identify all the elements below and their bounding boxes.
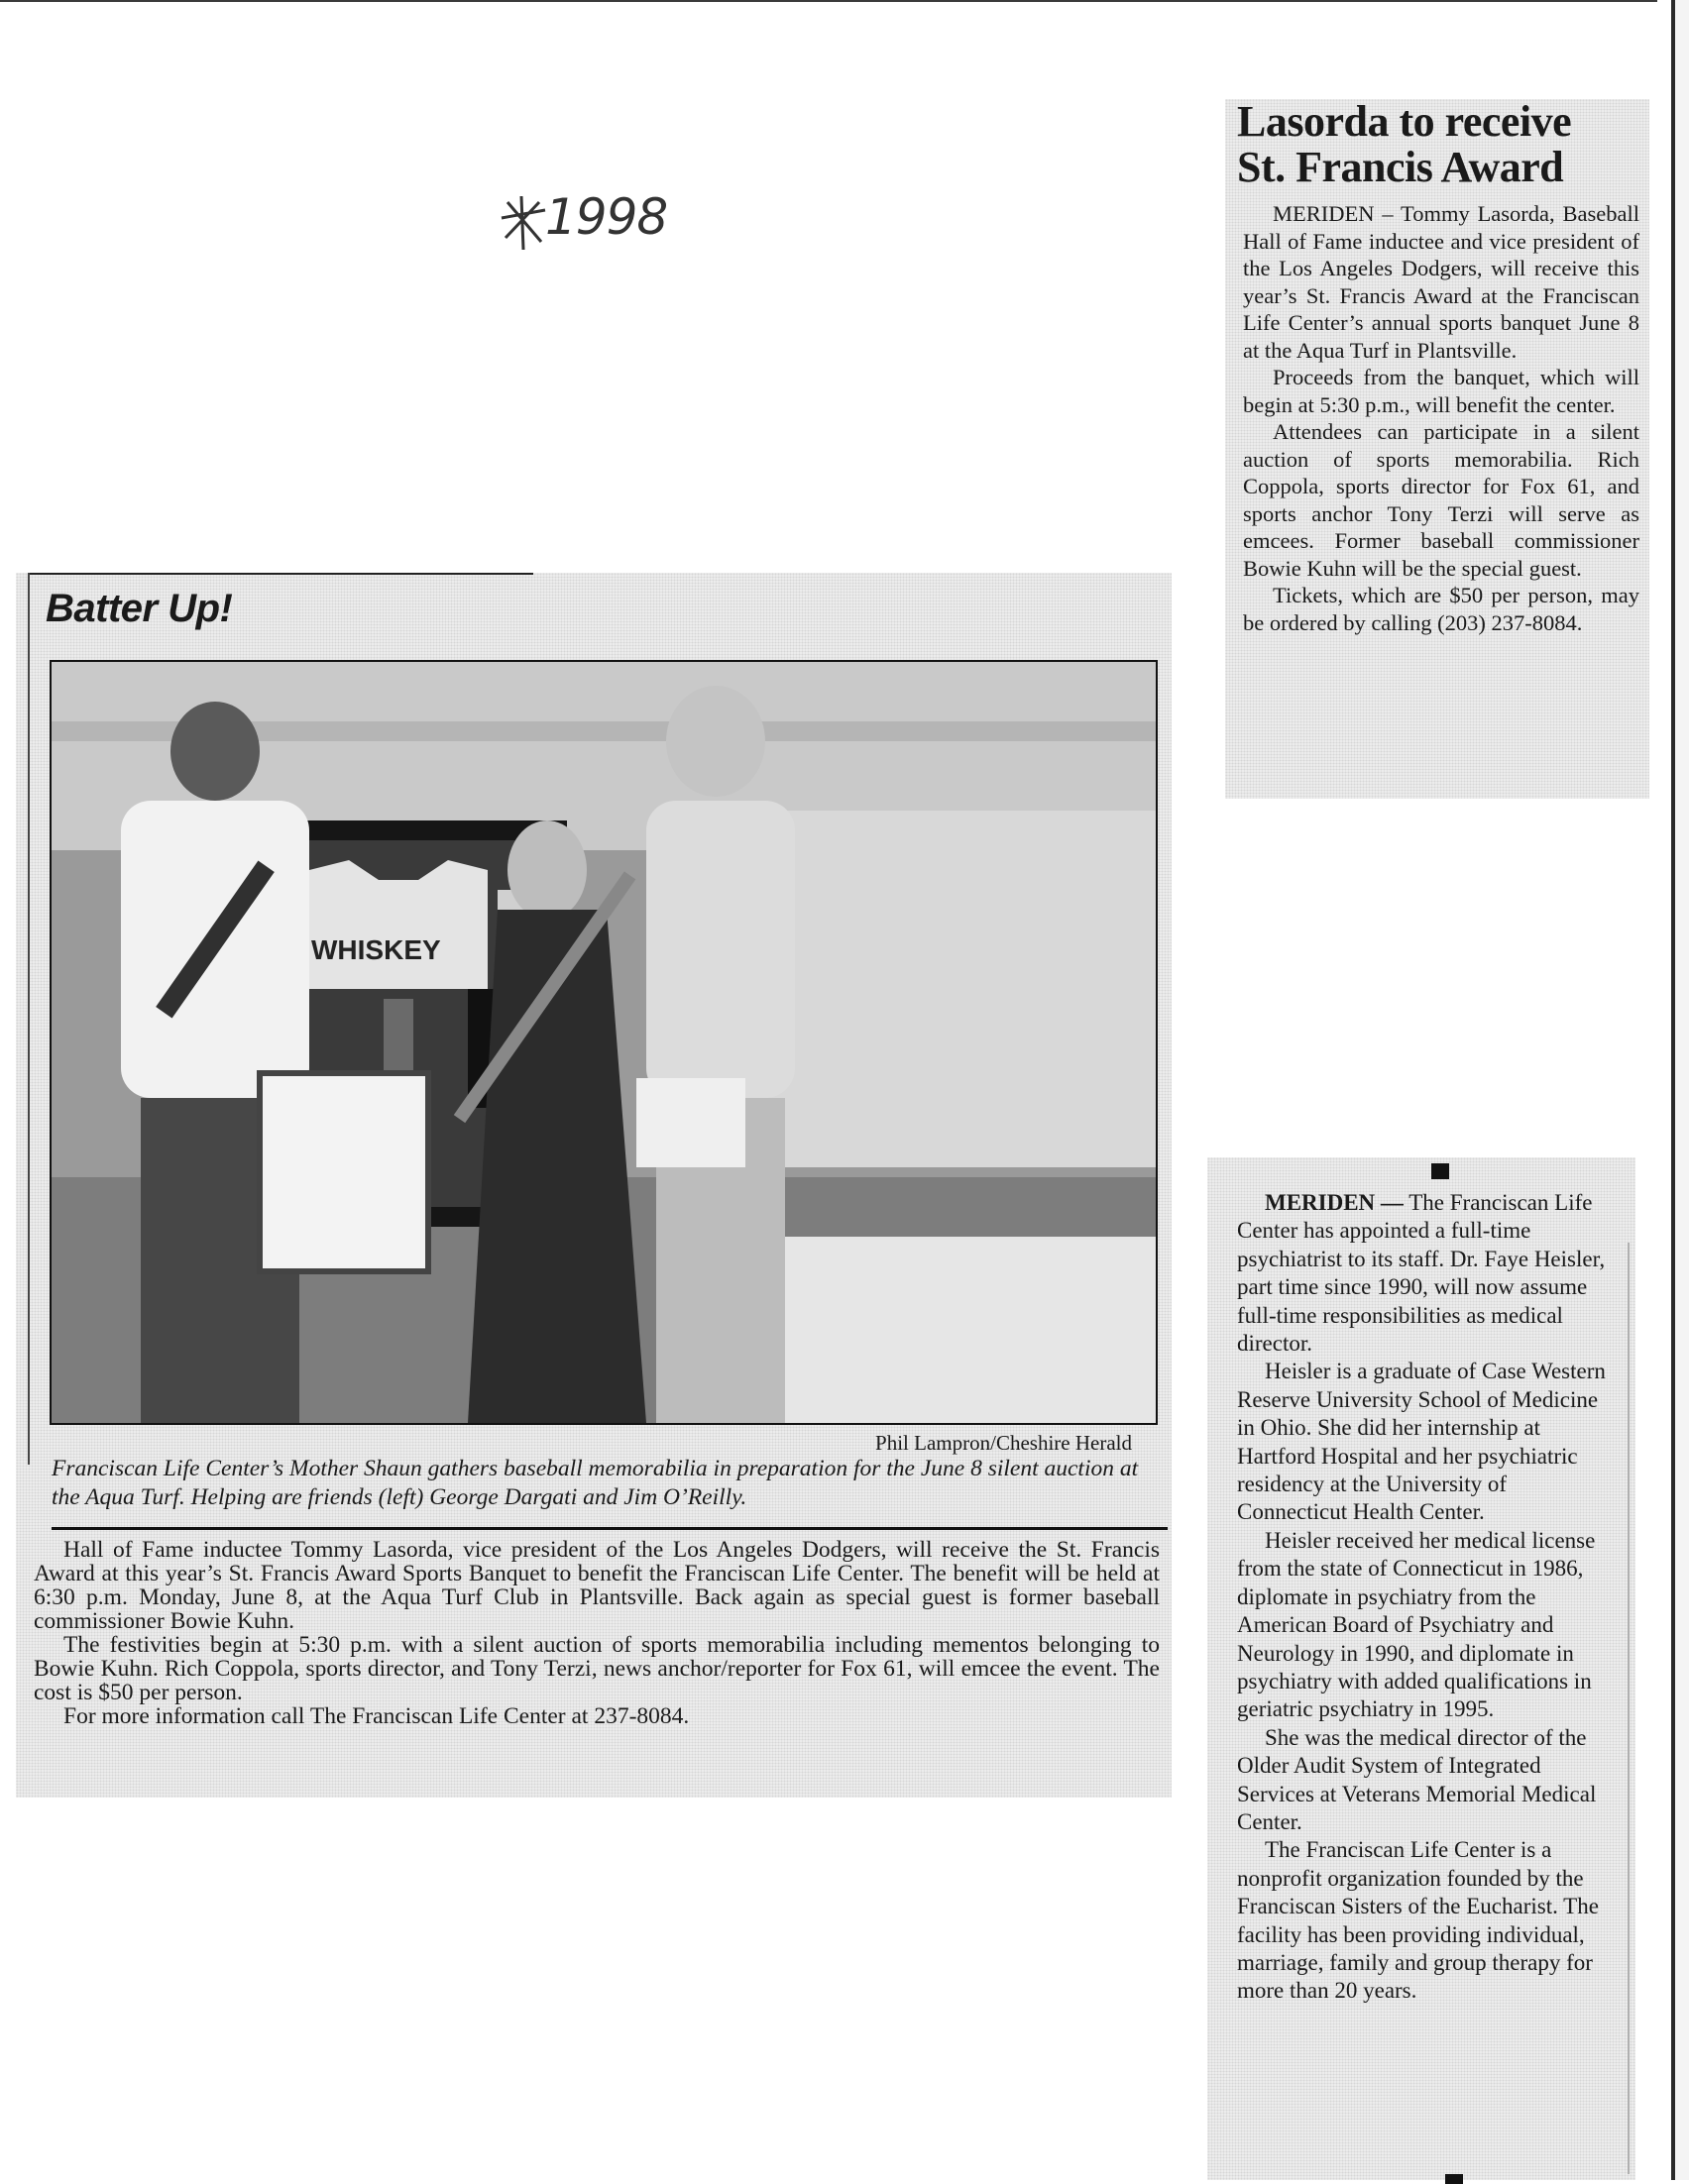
photo-credit: Phil Lampron/Cheshire Herald	[875, 1431, 1132, 1455]
star-mark-icon	[494, 188, 553, 258]
story-paragraph-3: For more information call The Franciscan Life Center at 237-8084.	[63, 1703, 690, 1729]
scan-right-edge	[1671, 0, 1675, 2180]
clipping-left-rule	[28, 573, 30, 1465]
batter-up-story	[16, 1532, 1172, 1728]
headline-line-1: Lasorda to receive	[1237, 97, 1572, 146]
brief-paragraph-5: The Franciscan Life Center is a nonprofit organization founded by the Franciscan Sisters of the Eucharist. The facility has been providing individual, marriage, family and group therapy for more than 20 years.	[1237, 1837, 1599, 2004]
lasorda-paragraph-1: MERIDEN – Tommy Lasorda, Baseball Hall of Fame inductee and vice president of the Los Angeles Dodgers, will receive this year’s St. Francis Award at the Franciscan Life Center’s annual sports banquet June 8 at the Aqua Turf in Plantsville.	[1243, 201, 1639, 363]
lasorda-paragraph-4: Tickets, which are $50 per person, may be ordered by calling (203) 237-8084.	[1243, 583, 1639, 635]
lasorda-article-body	[1225, 200, 1649, 636]
handwritten-annotation	[494, 188, 692, 268]
column-rule	[1628, 1243, 1630, 2174]
photo-caption: Franciscan Life Center’s Mother Shaun gathers baseball memorabilia in preparation for the June 8 silent auction at the Aqua Turf. Helping are friends (left) George Dargati and Jim O’Reilly.	[52, 1456, 1139, 1510]
brief-paragraph-2: Heisler is a graduate of Case Western Reserve University School of Medicine in Ohio. She did her internship at Hartford Hospital and her psychiatric residency at the University of Connecticut Health Center.	[1237, 1359, 1606, 1525]
brief-dateline: MERIDEN —	[1265, 1190, 1404, 1215]
end-bullet-icon	[1445, 2174, 1463, 2184]
lasorda-headline	[1237, 99, 1649, 190]
psychiatrist-brief	[1207, 1157, 1635, 2180]
brief-paragraph-4: She was the medical director of the Older Audit System of Integrated Services at Veterans Memorial Medical Center.	[1237, 1724, 1597, 1834]
person-left	[121, 702, 309, 1423]
headline-line-2: St. Francis Award	[1237, 143, 1564, 191]
batter-up-clipping	[16, 573, 1172, 1798]
lasorda-article	[1225, 99, 1649, 799]
batter-up-heading: Batter Up!	[46, 587, 233, 630]
baseball-display-cases	[636, 1078, 745, 1167]
story-paragraph-2: The festivities begin at 5:30 p.m. with a silent auction of sports memorabilia including mementos belonging to Bowie Kuhn. Rich Coppola, sports director, and Tony Terzi, news anchor/reporter for Fox 61, will emcee the event. The cost is $50 per person.	[34, 1632, 1160, 1705]
jersey-sign-text: WHISKEY	[311, 934, 441, 965]
framed-picture	[260, 1073, 428, 1271]
scan-top-edge	[0, 0, 1657, 2]
handwritten-year: 1998	[545, 188, 668, 246]
brief-paragraph-1: MERIDEN — The Franciscan Life Center has appointed a full-time psychiatrist to its staff. Dr. Faye Heisler, part time since 1990, will now assume full-time responsibilities as medical director.	[1237, 1190, 1606, 1357]
clipping-top-rule	[28, 573, 533, 575]
brief-paragraph-3: Heisler received her medical license from the state of Connecticut in 1986, diplomate in psychiatry from the American Board of Psychiatry and Neurology in 1990, and diplomate in psychiatry with added qualifications in geriatric psychiatry in 1995.	[1237, 1527, 1596, 1722]
lasorda-paragraph-2: Proceeds from the banquet, which will begin at 5:30 p.m., will benefit the center.	[1243, 365, 1639, 417]
caption-rule	[52, 1527, 1168, 1530]
lasorda-dateline: MERIDEN –	[1273, 201, 1394, 226]
section-bullet-icon	[1431, 1163, 1449, 1179]
psychiatrist-brief-body	[1237, 1189, 1618, 2006]
memorabilia-photo	[50, 660, 1158, 1425]
story-paragraph-1: Hall of Fame inductee Tommy Lasorda, vice president of the Los Angeles Dodgers, will receive the St. Francis Award at this year’s St. Francis Award Sports Banquet to benefit the Franciscan Life Center. The benefit will be held at 6:30 p.m. Monday, June 8, at the Aqua Turf Club in Plantsville. Back again as special guest is former baseball commissioner Bowie Kuhn.	[34, 1537, 1160, 1634]
lasorda-paragraph-3: Attendees can participate in a silent auction of sports memorabilia. Rich Coppola, sports director for Fox 61, and sports anchor Tony Terzi will serve as emcees. Former baseball commissioner Bowie Kuhn will be the special guest.	[1243, 419, 1639, 581]
scan-right-margin	[1675, 0, 1689, 2180]
